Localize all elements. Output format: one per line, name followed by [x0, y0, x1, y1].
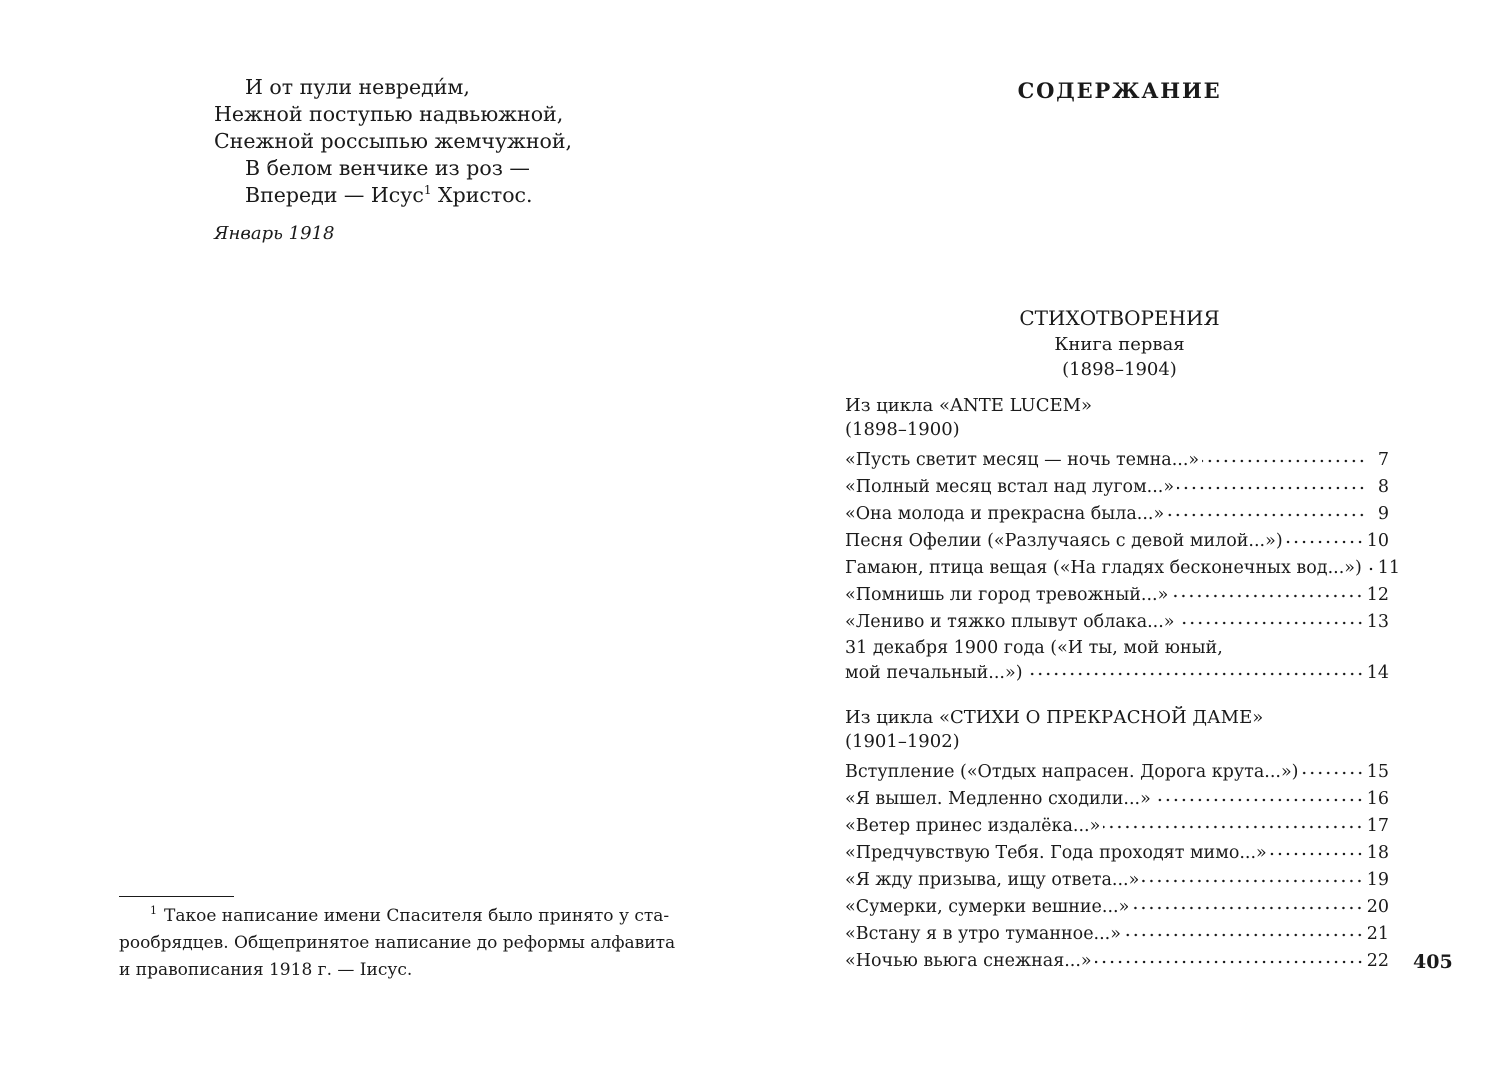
toc-entry-title: «Помнишь ли город тревожный...»: [845, 585, 1169, 605]
cycle-title-line: Из цикла «ANTE LUCEM»: [845, 395, 1093, 416]
footnote-line: [119, 903, 670, 930]
poem-line: Нежной поступью надвьюжной,: [214, 102, 564, 126]
dot-leader: [1167, 502, 1366, 520]
toc-entry[interactable]: [845, 609, 1389, 636]
poem-line: И от пули невреди́м,: [245, 75, 470, 99]
toc-entry-title: «Пусть светит месяц — ночь темна...»: [845, 450, 1200, 470]
toc-entry-title: 31 декабря 1900 года («И ты, мой юный,: [845, 638, 1223, 658]
toc-entry-page: 14: [1366, 663, 1389, 683]
dot-leader: [1286, 529, 1364, 547]
toc-list: [845, 759, 1389, 975]
toc-entry-title: «Полный месяц встал над лугом...»: [845, 477, 1175, 497]
toc-entry-title: «Встану я в утро туманное...»: [845, 924, 1121, 944]
dot-leader: [1142, 868, 1363, 886]
toc-entry[interactable]: [845, 840, 1389, 867]
toc-entry-title: Гамаюн, птица вещая («На гладях бесконечных вод...»): [845, 558, 1362, 578]
toc-entry-page: 11: [1377, 558, 1401, 578]
poem-line: [214, 182, 572, 209]
toc-entry[interactable]: [845, 813, 1389, 840]
dot-leader: [1302, 760, 1364, 778]
section-title: СТИХОТВОРЕНИЯ: [1019, 306, 1220, 330]
toc-entry[interactable]: [845, 528, 1389, 555]
dot-leader: [1171, 583, 1363, 601]
toc-entry-page: 12: [1366, 585, 1389, 605]
toc-list: [845, 447, 1401, 687]
toc-entry[interactable]: [845, 501, 1389, 528]
toc-entry-page: 17: [1366, 816, 1389, 836]
toc-entry-page: 19: [1366, 870, 1389, 890]
toc-entry-title: «Лениво и тяжко плывут облака...»: [845, 612, 1175, 632]
section-book: Книга первая: [1054, 334, 1185, 355]
toc-entry[interactable]: [845, 786, 1389, 813]
footnote-reference[interactable]: 1: [423, 183, 432, 198]
toc-entry-title: «Я вышел. Медленно сходили...»: [845, 789, 1151, 809]
toc-entry-page: 8: [1377, 477, 1389, 497]
toc-entry-title: Вступление («Отдых напрасен. Дорога крута...»): [845, 762, 1299, 782]
toc-entry-title: «Сумерки, сумерки вешние...»: [845, 897, 1130, 917]
toc-entry[interactable]: [845, 636, 1389, 687]
contents-heading: СОДЕРЖАНИЕ: [1017, 78, 1222, 103]
toc-entry[interactable]: [845, 447, 1389, 474]
poem-date: Январь 1918: [214, 223, 335, 244]
toc-entry[interactable]: [845, 582, 1389, 609]
poem-line-text: Христос.: [438, 183, 533, 207]
dot-leader: [1202, 448, 1366, 466]
toc-entry-title: «Ветер принес издалёка...»: [845, 816, 1101, 836]
toc-entry-title: Песня Офелии («Разлучаясь с девой милой...»): [845, 531, 1283, 551]
toc-entry-title: «Ночью вьюга снежная...»: [845, 951, 1092, 971]
cycle-title: [845, 394, 1092, 442]
section-years: (1898–1904): [1062, 359, 1177, 380]
dot-leader: [1124, 922, 1364, 940]
toc-entry-page: 7: [1377, 450, 1389, 470]
dot-leader: [1095, 949, 1364, 967]
toc-entry-page: 20: [1366, 897, 1389, 917]
poem-line-text: Впереди — Исус: [245, 183, 424, 207]
dot-leader: [1178, 610, 1364, 628]
toc-entry[interactable]: [845, 921, 1389, 948]
section-heading: [753, 305, 1486, 382]
toc-entry-title: мой печальный...»): [845, 663, 1023, 683]
toc-entry[interactable]: [845, 474, 1389, 501]
footnote-divider: [119, 896, 234, 897]
page-number: 405: [1413, 951, 1453, 973]
dot-leader: [1026, 661, 1364, 679]
toc-entry[interactable]: [845, 759, 1389, 786]
footnote-mark: 1: [150, 904, 157, 918]
toc-entry[interactable]: [845, 894, 1389, 921]
dot-leader: [1132, 895, 1363, 913]
toc-entry-continuation: [845, 660, 1389, 687]
toc-entry-page: 21: [1366, 924, 1389, 944]
toc-entry-page: 18: [1366, 843, 1389, 863]
toc-entry[interactable]: [845, 555, 1401, 582]
dot-leader: [1270, 841, 1364, 859]
poem-line: Снежной россыпью жемчужной,: [214, 129, 573, 153]
toc-entry[interactable]: [845, 948, 1389, 975]
right-page: [753, 0, 1506, 1080]
dot-leader: [1154, 787, 1364, 805]
toc-entry-page: 10: [1366, 531, 1389, 551]
footnote-line-text: Такое написание имени Спасителя было принято у ста-: [164, 906, 670, 926]
toc-entry-page: 13: [1366, 612, 1389, 632]
toc-entry-title: «Она молода и прекрасна была...»: [845, 504, 1165, 524]
toc-entry-page: 22: [1366, 951, 1389, 971]
footnote-line: и правописания 1918 г. — Iисус.: [119, 960, 413, 980]
cycle-title-line: Из цикла «СТИХИ О ПРЕКРАСНОЙ ДАМЕ»: [845, 707, 1264, 728]
cycle-years: (1898–1900): [845, 419, 960, 440]
footnote-line: рообрядцев. Общепринятое написание до реформы алфавита: [119, 933, 676, 953]
footnote: [119, 903, 676, 984]
poem-excerpt: [214, 74, 572, 209]
toc-entry[interactable]: [845, 867, 1389, 894]
poem-line: В белом венчике из роз —: [245, 156, 530, 180]
toc-entry-page: 16: [1366, 789, 1389, 809]
dot-leader: [1365, 556, 1375, 574]
toc-entry-page: 15: [1366, 762, 1389, 782]
dot-leader: [1177, 475, 1366, 493]
cycle-title: [845, 706, 1263, 754]
dot-leader: [1103, 814, 1363, 832]
toc-entry-title: «Предчувствую Тебя. Года проходят мимо...»: [845, 843, 1267, 863]
toc-entry-page: 9: [1377, 504, 1389, 524]
toc-entry-title: «Я жду призыва, ищу ответа...»: [845, 870, 1140, 890]
cycle-years: (1901–1902): [845, 731, 960, 752]
